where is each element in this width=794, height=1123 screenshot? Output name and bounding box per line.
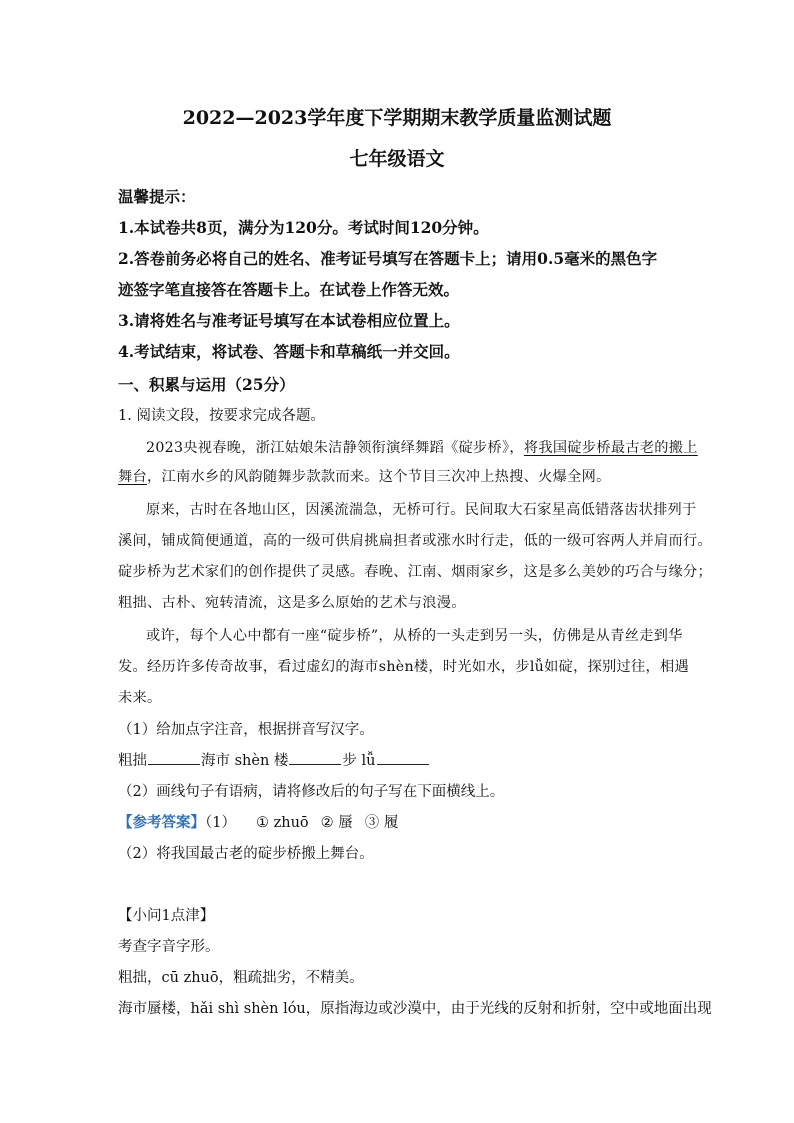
analysis-heading: 【小问1点津】: [118, 908, 215, 924]
answer-item-1: ① zhuō: [255, 815, 309, 831]
passage-text: ，江南水乡的风韵随舞步款款而来。这个节目三次冲上热搜、火爆全网。: [146, 469, 611, 485]
tip-item-2-cont: 迹签字笔直接答在答题卡上。在试卷上作答无效。: [118, 280, 460, 299]
analysis-line: 海市蜃楼，hǎi shì shèn lóu，原指海边或沙漠中，由于光线的反射和折射，空中或地面出现: [118, 1001, 712, 1017]
analysis-line: 粗拙，cū zhuō，粗疏拙劣，不精美。: [118, 970, 364, 986]
passage-line: 发。经历许多传奇故事，看过虚幻的海市shèn楼，时光如水，步lǚ如碇，探别过往，相遇: [118, 659, 689, 675]
underlined-sentence: 将我国碇步桥最古老的搬上: [523, 440, 698, 456]
answer-blank-2[interactable]: [289, 750, 341, 765]
passage-paragraph-2: 原来，古时在各地山区，因溪流湍急，无桥可行。民间取大石家星高低错落齿状排列于: [146, 502, 697, 518]
answer-blank-1[interactable]: [148, 750, 200, 765]
answer-part-2: （2）将我国最古老的碇步桥搬上舞台。: [118, 846, 374, 862]
section-heading: 一、积累与运用（25分）: [118, 375, 295, 394]
answer-item-2: ② 蜃: [320, 815, 353, 831]
answer-part-1: （1）: [205, 815, 236, 831]
sub-question-2: （2）画线句子有语病，请将修改后的句子写在下面横线上。: [118, 784, 505, 800]
passage-paragraph-3: 或许，每个人心中都有一座“碇步桥”，从桥的一头走到另一头，仿佛是从青丝走到华: [146, 628, 683, 644]
answer-blank-3[interactable]: [377, 750, 429, 765]
tip-item-3: 3.请将姓名与准考证号填写在本试卷相应位置上。: [118, 311, 460, 330]
passage-line: 未来。: [118, 690, 162, 706]
tip-item-1: 1.本试卷共8页，满分为120分。考试时间120分钟。: [118, 218, 489, 237]
passage-text: 2023央视春晚，浙江姑娘朱洁静领衔演绎舞蹈《碇步桥》，: [146, 440, 524, 456]
answer-label: 【参考答案】: [118, 814, 205, 831]
answer-row: [118, 811, 676, 832]
underlined-sentence-end: 舞台: [118, 469, 147, 485]
analysis-line: 考查字音字形。: [118, 939, 220, 955]
passage-paragraph-1-cont: [118, 466, 676, 486]
passage-paragraph-1: [146, 437, 698, 457]
passage-line: 溪间，铺成简便通道，高的一级可供肩挑扁担者或涨水时行走，低的一级可容两人并肩而行。: [118, 533, 712, 549]
passage-line: 碇步桥为艺术家们的创作提供了灵感。春晚、江南、烟雨家乡，这是多么美妙的巧合与缘分；: [118, 564, 712, 580]
fill-prompt-2: 海市 shèn 楼: [201, 753, 289, 769]
fill-prompt-3: 步 lǚ: [342, 753, 376, 769]
fill-prompt-1: 粗拙: [118, 753, 147, 769]
tip-item-4: 4.考试结束，将试卷、答题卡和草稿纸一并交回。: [118, 342, 460, 361]
tip-item-2: 2.答卷前务必将自己的姓名、准考证号填写在答题卡上；请用0.5毫米的黑色字: [118, 249, 658, 268]
tips-heading: 温馨提示：: [118, 187, 196, 206]
fill-in-row: [118, 749, 676, 770]
question-stem: 1. 阅读文段，按要求完成各题。: [118, 408, 325, 424]
answer-item-3: ③ 履: [364, 815, 399, 831]
exam-title: 2022—2023学年度下学期期末教学质量监测试题: [182, 107, 612, 129]
passage-line: 粗拙、古朴、宛转清流，这是多么原始的艺术与浪漫。: [118, 595, 466, 611]
sub-question-1: （1）给加点字注音，根据拼音写汉字。: [118, 722, 374, 738]
exam-subtitle: 七年级语文: [349, 148, 445, 170]
